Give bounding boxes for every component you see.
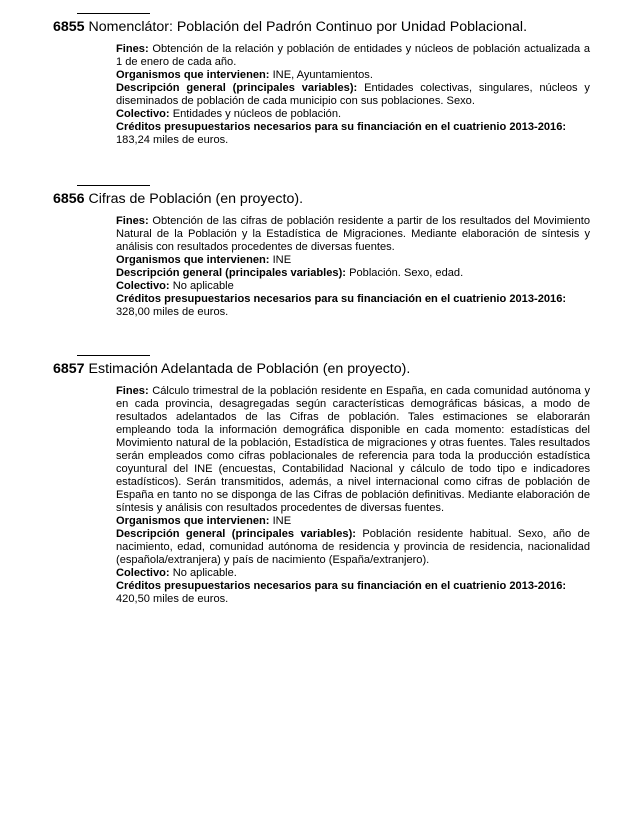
section-rule [77,355,150,356]
creditos-label-line [116,293,590,306]
descripcion-paragraph [116,528,590,567]
creditos-label-line [116,580,590,593]
entry-body [116,385,590,606]
organismos-paragraph [116,69,590,82]
organismos-text: INE [272,515,292,527]
entry-heading [53,190,303,208]
entry-body [116,43,590,147]
organismos-paragraph [116,254,590,267]
colectivo-text: Entidades y núcleos de población. [172,108,342,120]
colectivo-text: No aplicable. [172,567,237,579]
fines-paragraph [116,385,590,515]
colectivo-paragraph [116,280,590,293]
creditos-label-line [116,121,590,134]
entry-heading [53,360,410,378]
fines-text: Cálculo trimestral de la población residente en España, en cada comunidad autónoma y en cada provincia, desagregadas según características demográficas básicas, a modo de resultados adelantados de las Cifras de población. Tales estimaciones se elaborarán empleando toda la información demográfica disponible en cada momento: estadísticas del Movimiento natural de la población, Estadística de migraciones y otras fuentes. Tales resultados serán empleados como cifras poblacionales de referencia para toda la producción estadística coyuntural del INE (encuestas, Contabilidad Nacional y cálculo de todo tipo e indicadores estadísticos). Serán transmitidos, además, a nivel internacional como cifras de población de España en tanto no se disponga de las Cifras de población definitivas. Mediante elaboración de síntesis y análisis con resultados procedentes de diversas fuentes. [116,385,590,514]
creditos-label: Créditos presupuestarios necesarios para su financiación en el cuatrienio 2013-2016: [116,293,567,305]
organismos-label: Organismos que intervienen: [116,69,270,81]
fines-text: Obtención de la relación y población de entidades y núcleos de población actualizada a 1 de enero de cada año. [116,43,590,68]
creditos-value: 328,00 miles de euros. [116,306,229,318]
fines-label: Fines: [116,43,149,55]
colectivo-label: Colectivo: [116,567,170,579]
descripcion-label: Descripción general (principales variables): [116,82,358,94]
section-rule [77,185,150,186]
descripcion-paragraph [116,82,590,108]
descripcion-text: Población. Sexo, edad. [349,267,464,279]
organismos-label: Organismos que intervienen: [116,254,270,266]
creditos-value: 183,24 miles de euros. [116,134,229,146]
creditos-label: Créditos presupuestarios necesarios para su financiación en el cuatrienio 2013-2016: [116,580,567,592]
colectivo-label: Colectivo: [116,108,170,120]
entry-title: Estimación Adelantada de Población (en proyecto). [88,361,411,377]
entry-number: 6855 [53,19,85,35]
creditos-label: Créditos presupuestarios necesarios para su financiación en el cuatrienio 2013-2016: [116,121,567,133]
fines-label: Fines: [116,215,149,227]
colectivo-paragraph [116,567,590,580]
section-rule [77,13,150,14]
entry-body [116,215,590,319]
entry-title: Nomenclátor: Población del Padrón Continuo por Unidad Poblacional. [88,19,528,35]
descripcion-text: Población residente habitual. Sexo, año de nacimiento, edad, comunidad autónoma de residencia y provincia de residencia, nacionalidad (española/extranjera) y país de nacimiento (España/extranjero). [116,528,590,566]
colectivo-text: No aplicable [172,280,234,292]
organismos-text: INE [272,254,292,266]
entry-heading [53,18,527,36]
fines-text: Obtención de las cifras de población residente a partir de los resultados del Movimiento Natural de la Población y la Estadística de Migraciones. Mediante elaboración de síntesis y análisis con resultados procedentes de diversas fuentes. [116,215,590,253]
descripcion-text: Entidades colectivas, singulares, núcleos y diseminados de población de cada municipio con sus poblaciones. Sexo. [116,82,590,107]
entry-number: 6857 [53,361,85,377]
organismos-label: Organismos que intervienen: [116,515,270,527]
descripcion-label: Descripción general (principales variables): [116,267,346,279]
fines-paragraph [116,215,590,254]
creditos-value: 420,50 miles de euros. [116,593,229,605]
colectivo-paragraph [116,108,590,121]
organismos-text: INE, Ayuntamientos. [272,69,373,81]
fines-label: Fines: [116,385,149,397]
descripcion-label: Descripción general (principales variables): [116,528,356,540]
entry-title: Cifras de Población (en proyecto). [88,191,304,207]
colectivo-label: Colectivo: [116,280,170,292]
entry-number: 6856 [53,191,85,207]
organismos-paragraph [116,515,590,528]
fines-paragraph [116,43,590,69]
descripcion-paragraph [116,267,590,280]
